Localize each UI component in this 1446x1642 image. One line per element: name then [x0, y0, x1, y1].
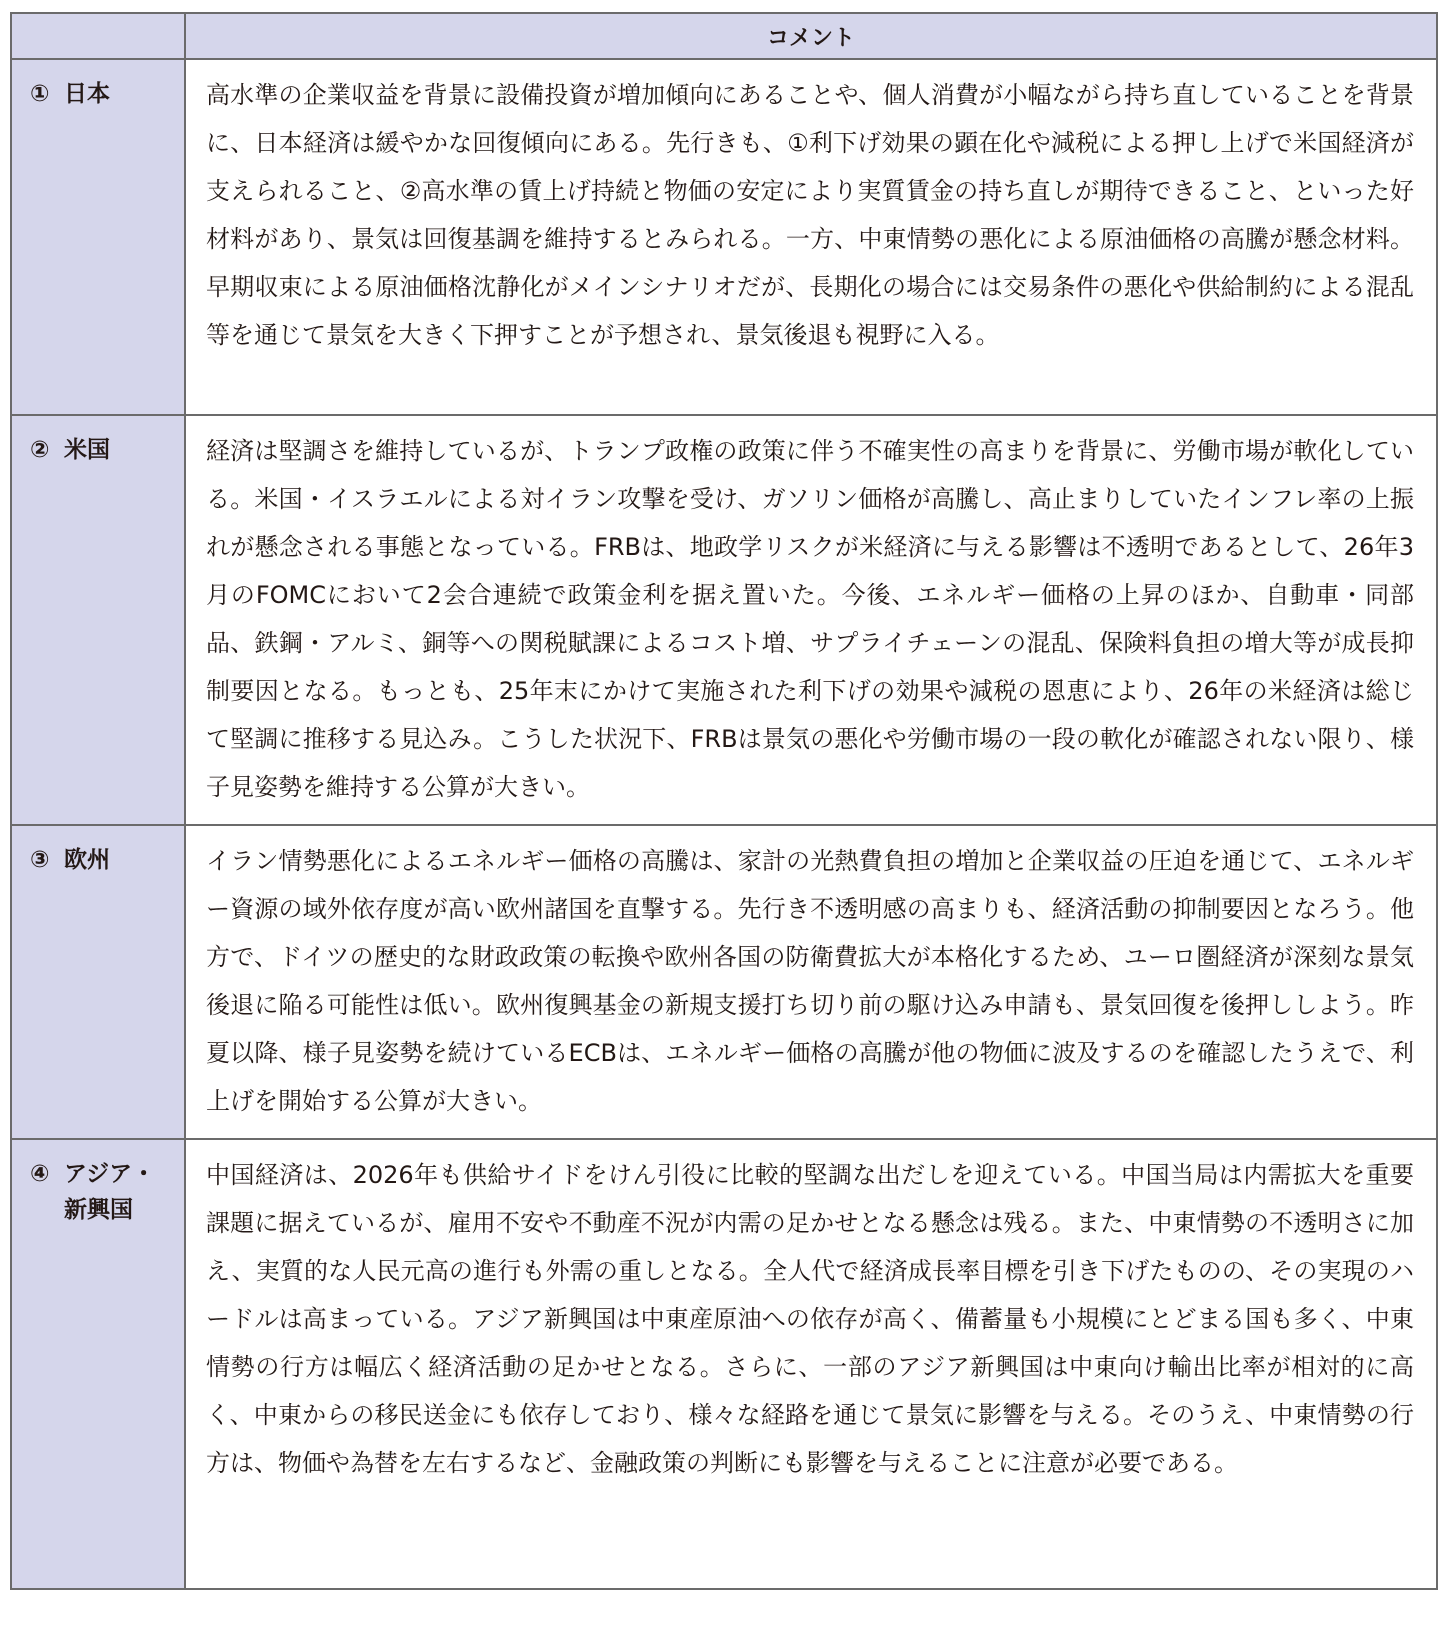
region-comment-asia: 中国経済は、2026年も供給サイドをけん引役に比較的堅調な出だしを迎えている。中国当局は内需拡大を重要課題に据えているが、雇用不安や不動産不況が内需の足かせとなる懸念は残る。また、中東情勢の不透明さに加え、実質的な人民元高の進行も外需の重しとなる。全人代で経済成長率目標を引き下げたものの、その実現のハードルは高まっている。アジア新興国は中東産原油への依存が高く、備蓄量も小規模にとどまる国も多く、中東情勢の行方は幅広く経済活動の足かせとなる。さらに、一部のアジア新興国は中東向け輸出比率が相対的に高く、中東からの移民送金にも依存しており、様々な経路を通じて景気に影響を与える。そのうえ、中東情勢の行方は、物価や為替を左右するなど、金融政策の判断にも影響を与えることに注意が必要である。: [185, 1139, 1437, 1589]
region-number: ①: [30, 81, 50, 107]
region-number: ②: [30, 437, 50, 463]
header-comment-cell: コメント: [185, 13, 1437, 59]
table-header-row: [11, 13, 1437, 59]
region-comment-japan: 高水準の企業収益を背景に設備投資が増加傾向にあることや、個人消費が小幅ながら持ち直していることを背景に、日本経済は緩やかな回復傾向にある。先行きも、①利下げ効果の顕在化や減税による押し上げで米国経済が支えられること、②高水準の賃上げ持続と物価の安定により実質賃金の持ち直しが期待できること、といった好材料があり、景気は回復基調を維持するとみられる。一方、中東情勢の悪化による原油価格の高騰が懸念材料。早期収束による原油価格沈静化がメインシナリオだが、長期化の場合には交易条件の悪化や供給制約による混乱等を通じて景気を大きく下押すことが予想され、景気後退も視野に入る。: [185, 59, 1437, 415]
region-label-asia: [11, 1139, 185, 1589]
region-name: 欧州: [64, 847, 110, 873]
region-comment-us: 経済は堅調さを維持しているが、トランプ政権の政策に伴う不確実性の高まりを背景に、労働市場が軟化している。米国・イスラエルによる対イラン攻撃を受け、ガソリン価格が高騰し、高止まりしていたインフレ率の上振れが懸念される事態となっている。FRBは、地政学リスクが米経済に与える影響は不透明であるとして、26年3月のFOMCにおいて2会合連続で政策金利を据え置いた。今後、エネルギー価格の上昇のほか、自動車・同部品、鉄鋼・アルミ、銅等への関税賦課によるコスト増、サプライチェーンの混乱、保険料負担の増大等が成長抑制要因となる。もっとも、25年末にかけて実施された利下げの効果や減税の恩恵により、26年の米経済は総じて堅調に推移する見込み。こうした状況下、FRBは景気の悪化や労働市場の一段の軟化が確認されない限り、様子見姿勢を維持する公算が大きい。: [185, 415, 1437, 825]
region-label-europe: [11, 825, 185, 1139]
region-name: 米国: [64, 437, 110, 463]
table-row-asia: [11, 1139, 1437, 1589]
region-comment-europe: イラン情勢悪化によるエネルギー価格の高騰は、家計の光熱費負担の増加と企業収益の圧迫を通じて、エネルギー資源の域外依存度が高い欧州諸国を直撃する。先行き不透明感の高まりも、経済活動の抑制要因となろう。他方で、ドイツの歴史的な財政政策の転換や欧州各国の防衛費拡大が本格化するため、ユーロ圏経済が深刻な景気後退に陥る可能性は低い。欧州復興基金の新規支援打ち切り前の駆け込み申請も、景気回復を後押ししよう。昨夏以降、様子見姿勢を続けているECBは、エネルギー価格の高騰が他の物価に波及するのを確認したうえで、利上げを開始する公算が大きい。: [185, 825, 1437, 1139]
region-name: アジア・ 新興国: [64, 1161, 156, 1223]
header-label-cell: [11, 13, 185, 59]
table-row-europe: [11, 825, 1437, 1139]
document: [10, 12, 1436, 1590]
table-row-us: [11, 415, 1437, 825]
region-number: ④: [30, 1161, 50, 1187]
region-number: ③: [30, 847, 50, 873]
region-label-japan: [11, 59, 185, 415]
region-name: 日本: [64, 81, 110, 107]
table-row-japan: [11, 59, 1437, 415]
comment-table: [10, 12, 1438, 1590]
region-label-us: [11, 415, 185, 825]
